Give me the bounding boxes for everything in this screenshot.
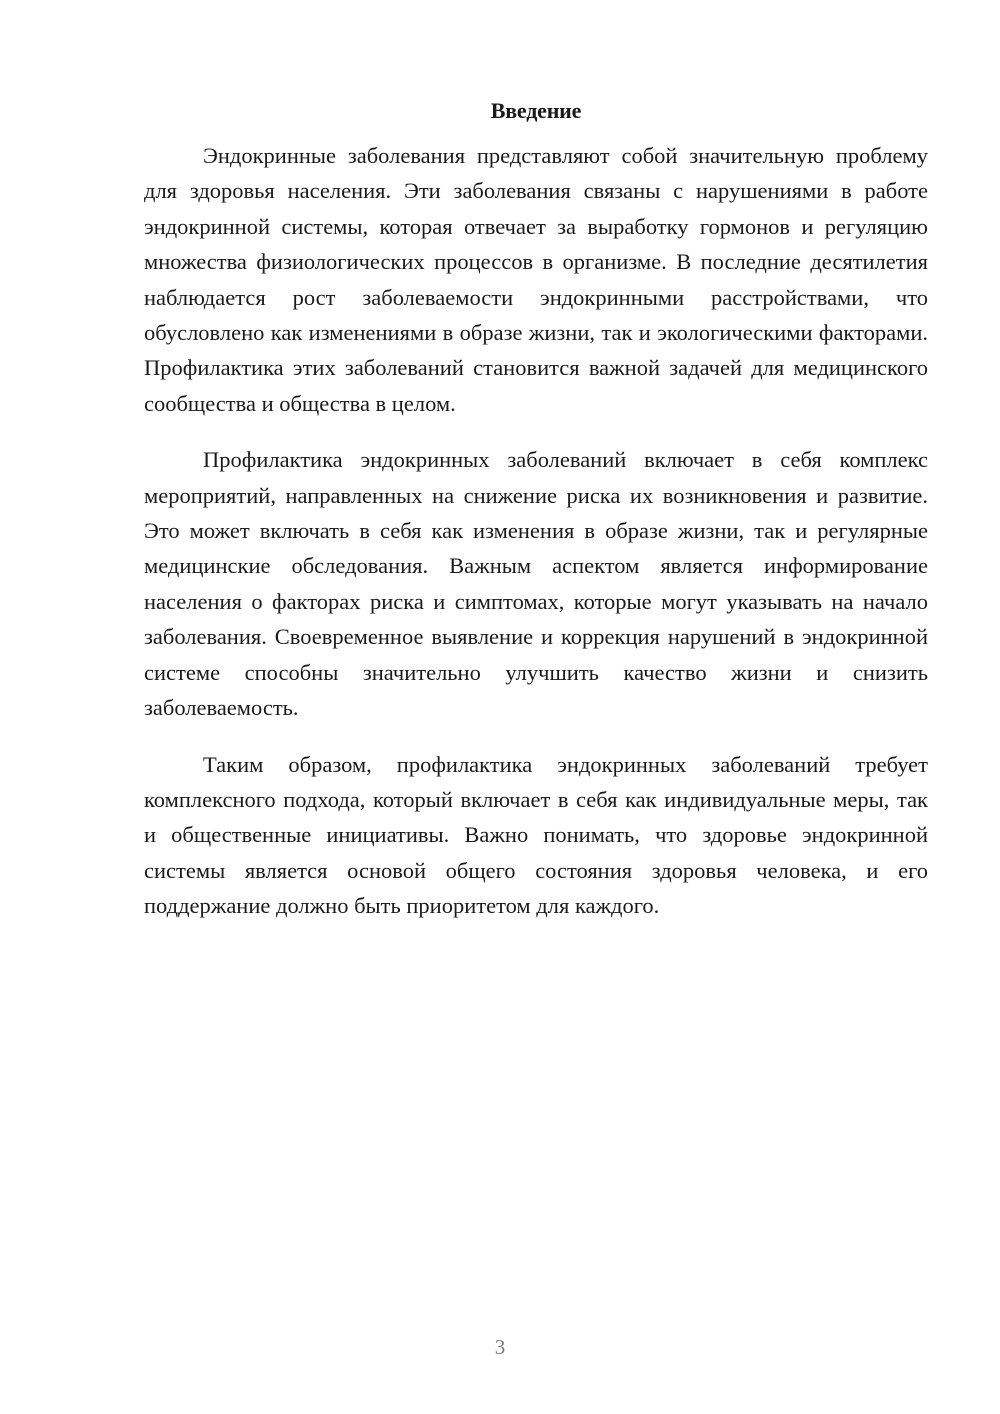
page-content	[144, 96, 928, 945]
paragraph-3: Таким образом, профилактика эндокринных заболеваний требует комплексного подхода, который включает в себя как индивидуальные меры, так и общественные инициативы. Важно понимать, что здоровье эндокринной системы является основой общего состояния здоровья человека, и его поддержание должно быть приоритетом для каждого.	[144, 751, 928, 919]
section-heading: Введение	[490, 98, 582, 123]
paragraph-1: Эндокринные заболевания представляют собой значительную проблему для здоровья населения. Эти заболевания связаны с нарушениями в работе эндокринной системы, которая отвечает за выработку гормонов и регуляцию множества физиологических процессов в организме. В последние десятилетия наблюдается рост заболеваемости эндокринными расстройствами, что обусловлено как изменениями в образе жизни, так и экологическими факторами. Профилактика этих заболеваний становится важной задачей для медицинского сообщества и общества в целом.	[144, 143, 928, 416]
page-number: 3	[494, 1335, 506, 1359]
paragraph-2: Профилактика эндокринных заболеваний включает в себя комплекс мероприятий, направленных на снижение риска их возникновения и развитие. Это может включать в себя как изменения в образе жизни, так и регулярные медицинские обследования. Важным аспектом является информирование населения о факторах риска и симптомах, которые могут указывать на начало заболевания. Своевременное выявление и коррекция нарушений в эндокринной системе способны значительно улучшить качество жизни и снизить заболеваемость.	[144, 447, 928, 721]
